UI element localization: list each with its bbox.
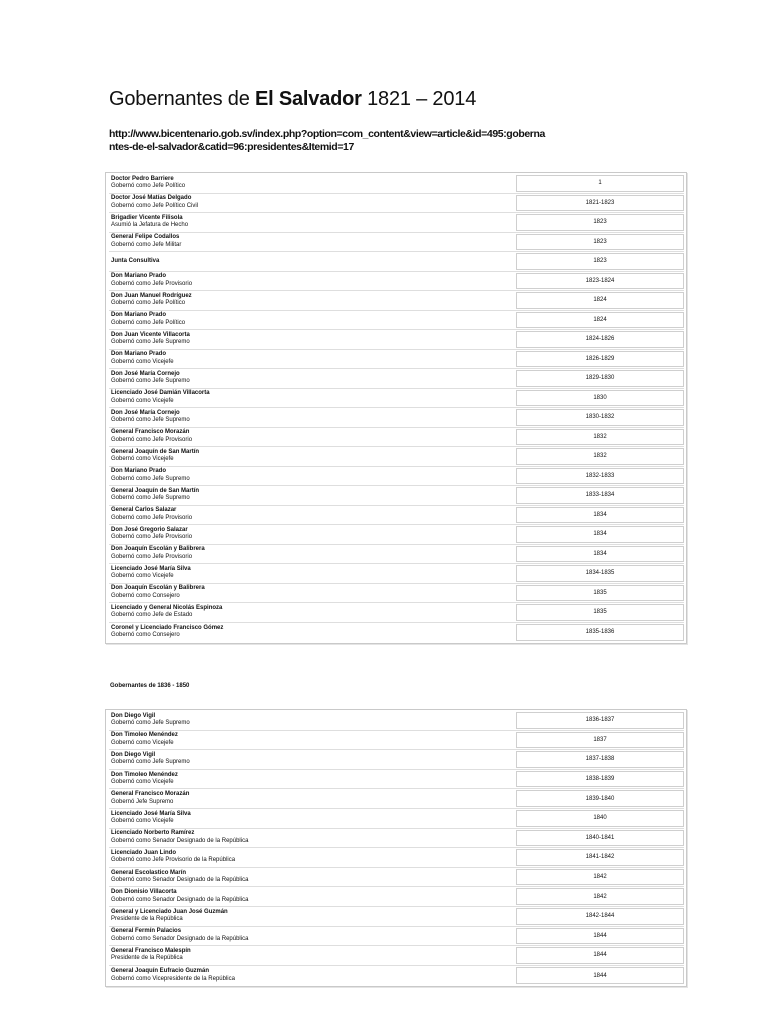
governor-name: Licenciado José María Silva bbox=[111, 565, 191, 572]
governor-name: General Felipe Codallos bbox=[111, 234, 180, 241]
governor-role: Gobernó como Jefe Supremo bbox=[111, 339, 190, 346]
table-row bbox=[109, 311, 684, 331]
governor-role: Presidente de la República bbox=[111, 955, 183, 962]
period-cell: 1823 bbox=[516, 214, 684, 231]
table-row bbox=[109, 272, 684, 292]
period-cell: 1830 bbox=[516, 390, 684, 407]
table-row bbox=[109, 564, 684, 584]
governor-name: General Joaquín de San Martín bbox=[111, 448, 200, 455]
governor-cell bbox=[109, 330, 512, 349]
governor-role: Gobernó como Vicepresidente de la República bbox=[111, 975, 235, 982]
title-country: El Salvador bbox=[255, 88, 362, 110]
table-row bbox=[109, 927, 684, 947]
table-row bbox=[109, 447, 684, 467]
governor-cell bbox=[109, 770, 512, 789]
governor-role: Gobernó como Senador Designado de la República bbox=[111, 837, 249, 844]
governor-role: Gobernó como Vicejefe bbox=[111, 358, 174, 365]
governor-name: Don Joaquín Escolán y Balibrera bbox=[111, 585, 205, 592]
table-row bbox=[109, 868, 684, 888]
period-cell: 1835 bbox=[516, 604, 684, 621]
governor-role: Gobernó como Jefe Supremo bbox=[111, 378, 190, 385]
governor-name: General Fermín Palacios bbox=[111, 928, 182, 935]
governor-cell bbox=[109, 467, 512, 486]
governor-cell bbox=[109, 428, 512, 447]
governor-name: Licenciado José María Silva bbox=[111, 810, 191, 817]
table-row bbox=[109, 750, 684, 770]
governor-role: Gobernó como Jefe Provisorio bbox=[111, 534, 193, 541]
governor-role: Gobernó como Jefe Provisorio bbox=[111, 280, 193, 287]
governor-cell bbox=[109, 389, 512, 408]
period-cell: 1834 bbox=[516, 507, 684, 524]
governor-name: Don José Gregorio Salazar bbox=[111, 526, 188, 533]
governor-cell bbox=[109, 809, 512, 828]
governor-cell bbox=[109, 350, 512, 369]
governor-role: Gobernó como Jefe Supremo bbox=[111, 417, 190, 424]
table-row bbox=[109, 389, 684, 409]
governor-role: Gobernó como Vicejefe bbox=[111, 456, 174, 463]
table-row bbox=[109, 233, 684, 253]
governor-name: Junta Consultiva bbox=[111, 257, 160, 264]
governor-name: General Escolastico Marín bbox=[111, 869, 187, 876]
governor-role: Gobernó como Vicejefe bbox=[111, 739, 174, 746]
governor-cell bbox=[109, 408, 512, 427]
period-cell: 1839-1840 bbox=[516, 790, 684, 807]
table-row bbox=[109, 174, 684, 194]
period-cell: 1836-1837 bbox=[516, 712, 684, 729]
period-cell: 1824-1826 bbox=[516, 331, 684, 348]
period-cell: 1832 bbox=[516, 429, 684, 446]
period-cell: 1834-1835 bbox=[516, 565, 684, 582]
governor-cell bbox=[109, 233, 512, 252]
governor-name: Don Joaquín Escolán y Balibrera bbox=[111, 546, 205, 553]
table-row bbox=[109, 194, 684, 214]
period-cell: 1834 bbox=[516, 526, 684, 543]
governor-name: General Francisco Morazán bbox=[111, 791, 190, 798]
source-url[interactable]: http://www.bicentenario.gob.sv/index.php?option=com_content&view=article&id=495:gobernantes-de-el-salvador&catid=96:presidentes&Itemid=17 bbox=[109, 128, 545, 153]
period-cell: 1821-1823 bbox=[516, 195, 684, 212]
period-cell: 1842 bbox=[516, 869, 684, 886]
governor-role: Gobernó como Jefe Provisorio de la República bbox=[111, 857, 236, 864]
governor-cell bbox=[109, 711, 512, 730]
table-row bbox=[109, 809, 684, 829]
governor-cell bbox=[109, 829, 512, 848]
table-row bbox=[109, 623, 684, 643]
period-cell: 1837 bbox=[516, 732, 684, 749]
governor-cell bbox=[109, 506, 512, 525]
table-row bbox=[109, 213, 684, 233]
governor-name: Don Diego Vigil bbox=[111, 751, 156, 758]
governor-role: Gobernó como Jefe Provisorio bbox=[111, 436, 193, 443]
governor-role: Gobernó Jefe Supremo bbox=[111, 798, 174, 805]
table-row bbox=[109, 545, 684, 565]
period-cell: 1842-1844 bbox=[516, 908, 684, 925]
period-cell: 1840-1841 bbox=[516, 830, 684, 847]
governor-name: Coronel y Licenciado Francisco Gómez bbox=[111, 624, 224, 631]
governor-cell bbox=[109, 311, 512, 330]
table-row bbox=[109, 829, 684, 849]
governor-role: Gobernó como Jefe Político Civil bbox=[111, 202, 199, 209]
governor-cell bbox=[109, 868, 512, 887]
governor-role: Gobernó como Senador Designado de la República bbox=[111, 877, 249, 884]
governor-role: Gobernó como Vicejefe bbox=[111, 818, 174, 825]
period-cell: 1835 bbox=[516, 585, 684, 602]
period-cell: 1837-1838 bbox=[516, 751, 684, 768]
governor-role: Gobernó como Jefe Supremo bbox=[111, 495, 190, 502]
governor-cell bbox=[109, 174, 512, 193]
table-row bbox=[109, 525, 684, 545]
governor-cell bbox=[109, 848, 512, 867]
governor-role: Asumió la Jefatura de Hecho bbox=[111, 222, 189, 229]
table-row bbox=[109, 603, 684, 623]
governor-role: Gobernó como Senador Designado de la República bbox=[111, 896, 249, 903]
governor-name: General Joaquín de San Martín bbox=[111, 487, 200, 494]
governor-name: Don José María Cornejo bbox=[111, 409, 180, 416]
governor-name: Licenciado Juan Lindo bbox=[111, 849, 177, 856]
governor-name: General Francisco Morazán bbox=[111, 429, 190, 436]
governor-name: Brigadier Vicente Filisola bbox=[111, 214, 183, 221]
period-cell: 1838-1839 bbox=[516, 771, 684, 788]
table-row bbox=[109, 467, 684, 487]
table-row bbox=[109, 291, 684, 311]
governor-cell bbox=[109, 486, 512, 505]
page-title bbox=[109, 88, 476, 111]
governor-name: Licenciado y General Nicolás Espinoza bbox=[111, 604, 223, 611]
period-cell: 1 bbox=[516, 175, 684, 192]
table-row bbox=[109, 966, 684, 986]
table-row bbox=[109, 350, 684, 370]
governor-name: Don Mariano Prado bbox=[111, 312, 167, 319]
governor-name: Don Diego Vigil bbox=[111, 712, 156, 719]
governor-cell bbox=[109, 213, 512, 232]
period-cell: 1826-1829 bbox=[516, 351, 684, 368]
period-cell: 1834 bbox=[516, 546, 684, 563]
period-cell: 1844 bbox=[516, 928, 684, 945]
governor-role: Gobernó como Consejero bbox=[111, 592, 180, 599]
table-row bbox=[109, 711, 684, 731]
period-cell: 1823-1824 bbox=[516, 273, 684, 290]
governor-cell bbox=[109, 545, 512, 564]
period-cell: 1840 bbox=[516, 810, 684, 827]
period-cell: 1833-1834 bbox=[516, 487, 684, 504]
period-cell: 1835-1836 bbox=[516, 624, 684, 642]
governor-role: Gobernó como Jefe Provisorio bbox=[111, 553, 193, 560]
governor-cell bbox=[109, 731, 512, 750]
governors-table-1836-1850 bbox=[105, 709, 687, 987]
period-cell: 1823 bbox=[516, 234, 684, 251]
governor-name: Licenciado José Damián Villacorta bbox=[111, 390, 210, 397]
governor-name: Don Timoleo Menéndez bbox=[111, 732, 178, 739]
table-row bbox=[109, 907, 684, 927]
table-row bbox=[109, 369, 684, 389]
table-row bbox=[109, 848, 684, 868]
table-row bbox=[109, 330, 684, 350]
governor-role: Gobernó como Jefe Político bbox=[111, 183, 186, 190]
period-cell: 1841-1842 bbox=[516, 849, 684, 866]
period-cell: 1832-1833 bbox=[516, 468, 684, 485]
period-cell: 1842 bbox=[516, 888, 684, 905]
governor-name: Don Mariano Prado bbox=[111, 273, 167, 280]
table-row bbox=[109, 252, 684, 272]
governor-role: Gobernó como Jefe Provisorio bbox=[111, 514, 193, 521]
governor-role: Gobernó como Jefe Político bbox=[111, 319, 186, 326]
governors-table-1821-1836 bbox=[105, 172, 687, 644]
governor-cell bbox=[109, 750, 512, 769]
governor-role: Gobernó como Jefe Político bbox=[111, 300, 186, 307]
table-row bbox=[109, 428, 684, 448]
governor-cell bbox=[109, 272, 512, 291]
governor-role: Gobernó como Vicejefe bbox=[111, 573, 174, 580]
governor-role: Gobernó como Vicejefe bbox=[111, 779, 174, 786]
governor-role: Gobernó como Jefe Supremo bbox=[111, 759, 190, 766]
section-subtitle: Gobernantes de 1836 - 1850 bbox=[110, 683, 190, 689]
governor-cell bbox=[109, 946, 512, 965]
governor-name: Don Timoleo Menéndez bbox=[111, 771, 178, 778]
governor-cell bbox=[109, 907, 512, 926]
period-cell: 1829-1830 bbox=[516, 370, 684, 387]
governor-name: Don José María Cornejo bbox=[111, 370, 180, 377]
governor-cell bbox=[109, 447, 512, 466]
governor-name: General Francisco Malespín bbox=[111, 947, 191, 954]
period-cell: 1823 bbox=[516, 253, 684, 270]
table-row bbox=[109, 731, 684, 751]
governor-name: Licenciado Norberto Ramírez bbox=[111, 830, 195, 837]
governor-role: Presidente de la República bbox=[111, 916, 183, 923]
title-suffix: 1821 – 2014 bbox=[361, 88, 477, 110]
governor-role: Gobernó como Jefe Militar bbox=[111, 241, 182, 248]
governor-cell bbox=[109, 623, 512, 643]
governor-name: General Joaquín Eufracio Guzmán bbox=[111, 968, 210, 975]
governor-role: Gobernó como Jefe Supremo bbox=[111, 475, 190, 482]
period-cell: 1844 bbox=[516, 947, 684, 964]
period-cell: 1832 bbox=[516, 448, 684, 465]
governor-name: Don Dionisio Villacorta bbox=[111, 889, 177, 896]
governor-cell bbox=[109, 252, 512, 271]
table-row bbox=[109, 408, 684, 428]
table-row bbox=[109, 887, 684, 907]
governor-cell bbox=[109, 194, 512, 213]
table-row bbox=[109, 506, 684, 526]
governor-cell bbox=[109, 966, 512, 986]
governor-role: Gobernó como Senador Designado de la República bbox=[111, 935, 249, 942]
governor-role: Gobernó como Jefe Supremo bbox=[111, 720, 190, 727]
period-cell: 1844 bbox=[516, 967, 684, 985]
title-prefix: Gobernantes de bbox=[109, 88, 255, 110]
period-cell: 1824 bbox=[516, 312, 684, 329]
governor-name: Don Juan Vicente Villacorta bbox=[111, 331, 190, 338]
governor-cell bbox=[109, 584, 512, 603]
governor-cell bbox=[109, 564, 512, 583]
table-row bbox=[109, 770, 684, 790]
governor-cell bbox=[109, 369, 512, 388]
governor-name: Don Juan Manuel Rodríguez bbox=[111, 292, 192, 299]
governor-name: Don Mariano Prado bbox=[111, 468, 167, 475]
governor-role: Gobernó como Vicejefe bbox=[111, 397, 174, 404]
governor-name: Don Mariano Prado bbox=[111, 351, 167, 358]
table-row bbox=[109, 789, 684, 809]
governor-name: General Carlos Salazar bbox=[111, 507, 177, 514]
period-cell: 1830-1832 bbox=[516, 409, 684, 426]
table-row bbox=[109, 486, 684, 506]
governor-cell bbox=[109, 291, 512, 310]
governor-role: Gobernó como Jefe de Estado bbox=[111, 612, 193, 619]
governor-name: Doctor José Matías Delgado bbox=[111, 195, 192, 202]
table-row bbox=[109, 946, 684, 966]
governor-name: General y Licenciado Juan José Guzmán bbox=[111, 908, 228, 915]
period-cell: 1824 bbox=[516, 292, 684, 309]
governor-cell bbox=[109, 927, 512, 946]
governor-cell bbox=[109, 789, 512, 808]
governor-name: Doctor Pedro Barriere bbox=[111, 175, 174, 182]
governor-cell bbox=[109, 603, 512, 622]
governor-cell bbox=[109, 525, 512, 544]
governor-role: Gobernó como Consejero bbox=[111, 632, 180, 639]
governor-cell bbox=[109, 887, 512, 906]
table-row bbox=[109, 584, 684, 604]
